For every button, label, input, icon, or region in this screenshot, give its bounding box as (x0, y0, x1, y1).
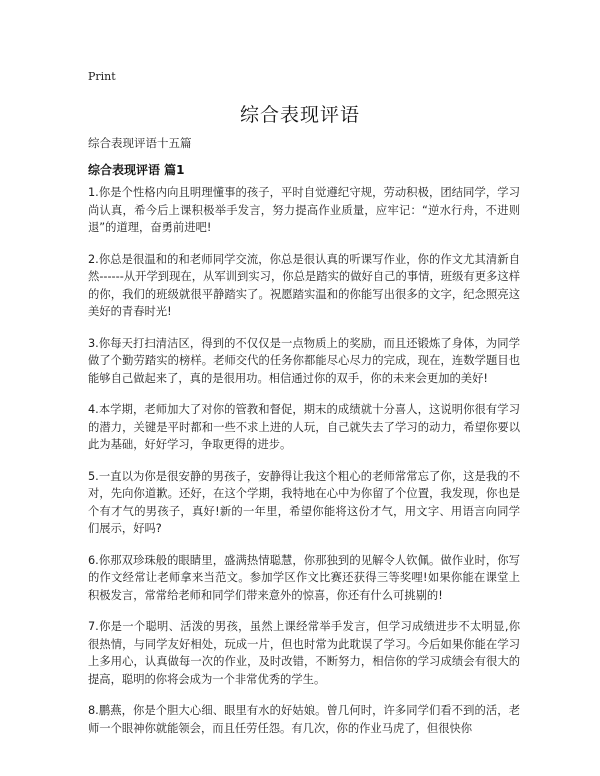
comment-paragraph: 7.你是一个聪明、活泼的男孩，虽然上课经常举手发言，但学习成绩进步不太明显,你很热情，与同学友好相处，玩成一片，但也时常为此耽误了学习。今后如果你能在学习上多用心，认真做每一次的作业，及时改错，不断努力，相信你的学习成绩会有很大的提高，聪明的你将会成为一个非常优秀的学生。 (88, 620, 520, 686)
comment-paragraph: 6.你那双珍珠般的眼睛里，盛满热情聪慧，你那独到的见解令人钦佩。做作业时，你写的作文经常让老师拿来当范文。参加学区作文比赛还获得三等奖哩!如果你能在课堂上积极发言，常常给老师和同学们带来意外的惊喜，你还有什么可挑剔的! (88, 553, 520, 602)
document-body (88, 184, 520, 751)
comment-paragraph: 5.一直以为你是很安静的男孩子，安静得让我这个粗心的老师常常忘了你，这是我的不对，先向你道歉。还好，在这个学期，我特地在心中为你留了个位置，我发现，你也是个有才气的男孩子，真好!新的一年里，希望你能将这份才气，用文字、用语言向同学们展示，好吗? (88, 469, 520, 535)
section-heading: 综合表现评语 篇1 (88, 163, 185, 177)
document-subtitle: 综合表现评语十五篇 (88, 136, 192, 150)
comment-paragraph: 8.鹏燕，你是个胆大心细、眼里有水的好姑娘。曾几何时，许多同学们看不到的活，老师一个眼神你就能领会，而且任劳任怨。有几次，你的作业马虎了，但很快你 (88, 704, 520, 735)
comment-paragraph: 3.你每天打扫清洁区，得到的不仅仅是一点物质上的奖励，而且还锻炼了身体，为同学做了个勤劳踏实的榜样。老师交代的任务你都能尽心尽力的完成，现在，连数学题目也能够自己做起来了，真的是很用功。相信通过你的双手，你的未来会更加的美好! (88, 336, 520, 385)
comment-paragraph: 4.本学期，老师加大了对你的管教和督促，期末的成绩就十分喜人，这说明你很有学习的潜力，关键是平时都和一些不求上进的人玩，自己就失去了学习的动力，希望你要以此为基础，好好学习，争取更得的进步。 (88, 403, 520, 451)
page-title: 综合表现评语 (239, 104, 360, 126)
print-link[interactable]: Print (88, 70, 116, 83)
comment-paragraph: 1.你是个性格内向且明理懂事的孩子，平时自觉遵纪守规，劳动积极，团结同学，学习尚认真，希今后上课积极举手发言，努力提高作业质量，应牢记：“逆水行舟，不进则退”的道理，奋勇前进吧! (88, 186, 520, 234)
comment-paragraph: 2.你总是很温和的和老师同学交流，你总是很认真的听课写作业，你的作文尤其清新自然------从开学到现在，从军训到实习，你总是踏实的做好自己的事情，班级有更多这样的你，我们的班级就很平静踏实了。祝愿踏实温和的你能写出很多的文字，纪念照亮这美好的青春时光! (88, 252, 520, 318)
